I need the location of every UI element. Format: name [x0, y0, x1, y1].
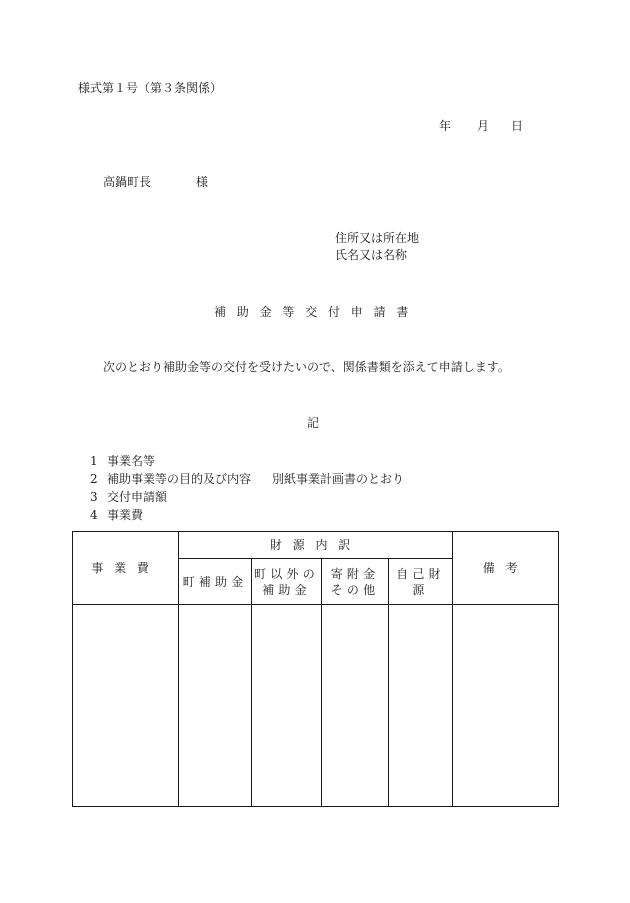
funding-table [72, 531, 559, 807]
addressee-name: 高鍋町長 [103, 175, 152, 189]
addressee-honorific: 様 [196, 175, 209, 189]
item-number: 1 [90, 454, 98, 468]
applicant-address-label: 住所又は所在地 [335, 231, 420, 245]
item-label: 補助事業等の目的及び内容 [107, 472, 252, 486]
item-number: 4 [90, 508, 98, 522]
item-label: 交付申請額 [107, 490, 168, 504]
applicant-name-label: 氏名又は名称 [335, 248, 408, 262]
body-text: 次のとおり補助金等の交付を受けたいので、関係書類を添えて申請します。 [103, 360, 510, 374]
item-label: 事業費 [107, 508, 144, 522]
header-town-subsidy: 町補助金 [179, 559, 252, 605]
header-donation-line1: 寄附金 [330, 566, 380, 581]
header-own-funds: 自己財源 [389, 559, 453, 605]
header-other-subsidy [252, 559, 322, 605]
item-number: 3 [90, 490, 98, 504]
date-year-label: 年 [439, 119, 452, 133]
cell-remarks[interactable] [453, 605, 559, 807]
header-other-subsidy-line1: 町以外の [254, 566, 319, 581]
header-remarks: 備考 [453, 532, 559, 605]
document-title: 補助金等交付申請書 [214, 305, 420, 319]
cell-project-cost[interactable] [73, 605, 179, 807]
cell-donation[interactable] [322, 605, 389, 807]
date-day-label: 日 [511, 119, 524, 133]
item-value: 別紙事業計画書のとおり [272, 472, 405, 486]
header-project-cost: 事業費 [73, 532, 179, 605]
note-marker: 記 [307, 416, 320, 430]
date-month-label: 月 [477, 119, 490, 133]
item-label: 事業名等 [107, 454, 156, 468]
cell-other-subsidy[interactable] [252, 605, 322, 807]
form-number: 様式第１号（第３条関係） [78, 81, 223, 95]
item-number: 2 [90, 472, 98, 486]
cell-town-subsidy[interactable] [179, 605, 252, 807]
cell-own-funds[interactable] [389, 605, 453, 807]
header-donation [322, 559, 389, 605]
header-other-subsidy-line2: 補助金 [262, 582, 311, 597]
header-donation-line2: その他 [330, 582, 380, 597]
header-funding-breakdown: 財源内訳 [179, 532, 453, 559]
